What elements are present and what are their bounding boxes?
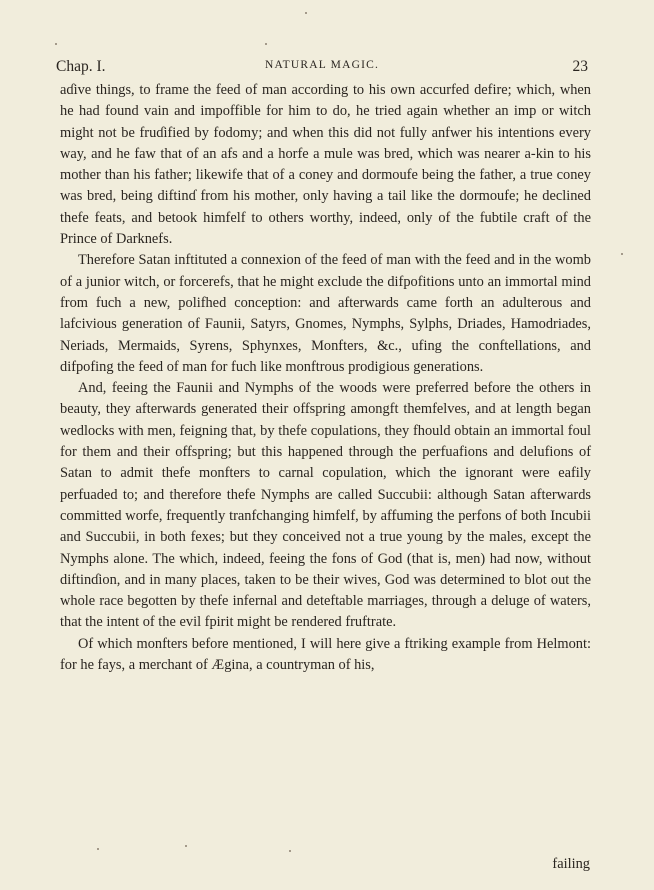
paper-speck: [55, 43, 57, 45]
paper-speck: [97, 848, 99, 850]
page-header: [56, 58, 588, 80]
paper-speck: [265, 43, 267, 45]
running-title: NATURAL MAGIC.: [264, 59, 380, 71]
paper-speck: [305, 12, 307, 14]
paragraph-4: Of which monfters before mentioned, I will here give a ftriking example from Helmont: for he fays, a merchant of Ægina, a countryman of his,: [60, 635, 591, 674]
page-number: 23: [572, 58, 588, 75]
paper-speck: [289, 850, 291, 852]
paragraph-1: aɗive things, to frame the feed of man according to his own accurfed defire; which, when he had found vain and impoffible for him to do, he tried again whether an imp or witch might not be fruɗified by fodomy; and when this did not fully anfwer his intentions every way, and he faw that of an afs and a horfe a mule was bred, which was nearer a-kin to his mother than his father; likewife that of a coney and dormoufe being the father, a true coney was bred, being diftinɗ from his mother, only having a tail like the dormoufe; he declined thefe feats, and betook himfelf to others worthy, indeed, only of the fubtile craft of the Prince of Darknefs.: [60, 82, 591, 248]
paper-speck: [621, 253, 623, 255]
paragraph-2: Therefore Satan inftituted a connexion of the feed of man with the feed and in the womb of a junior witch, or forcerefs, that he might exclude the difpofitions unto an immortal mind from fuch a new, polifhed conception: and afterwards came forth an adulterous and lafcivious generation of Faunii, Satyrs, Gnomes, Nymphs, Sylphs, Driades, Hamodriades, Neriads, Mermaids, Syrens, Sphynxes, Monfters, &c., ufing the conftellations, and difpofing the feed of man for fuch like monftrous prodigious generations.: [60, 252, 591, 375]
body-text: [60, 80, 591, 676]
paragraph-3: And, feeing the Faunii and Nymphs of the woods were preferred before the others in beauty, they afterwards generated their offspring amongft themfelves, and at length began wedlocks with men, feigning that, by thefe copulations, they fhould obtain an immortal foul for them and their offspring; but this happened through the perfuafions and delufions of Satan to admit thefe monfters to carnal copulation, which the ignorant were eafily perfuaded to; and therefore thefe Nymphs are called Succubii: although Satan afterwards committed worfe, frequently tranfchanging himfelf, by affuming the perfons of both Incubii and Succubii, in both fexes; but they conceived not a true young by the males, except the Nymphs alone. The which, indeed, feeing the fons of God (that is, men) had now, without diftinɗion, and in many places, taken to be their wives, God was determined to blot out the whole race begotten by thefe infernal and deteftable marriages, through a deluge of waters, that the intent of the evil fpirit might be rendered fruftrate.: [60, 380, 591, 631]
chapter-label: Chap. I.: [56, 58, 106, 75]
paper-speck: [185, 845, 187, 847]
catchword: failing: [552, 856, 590, 872]
